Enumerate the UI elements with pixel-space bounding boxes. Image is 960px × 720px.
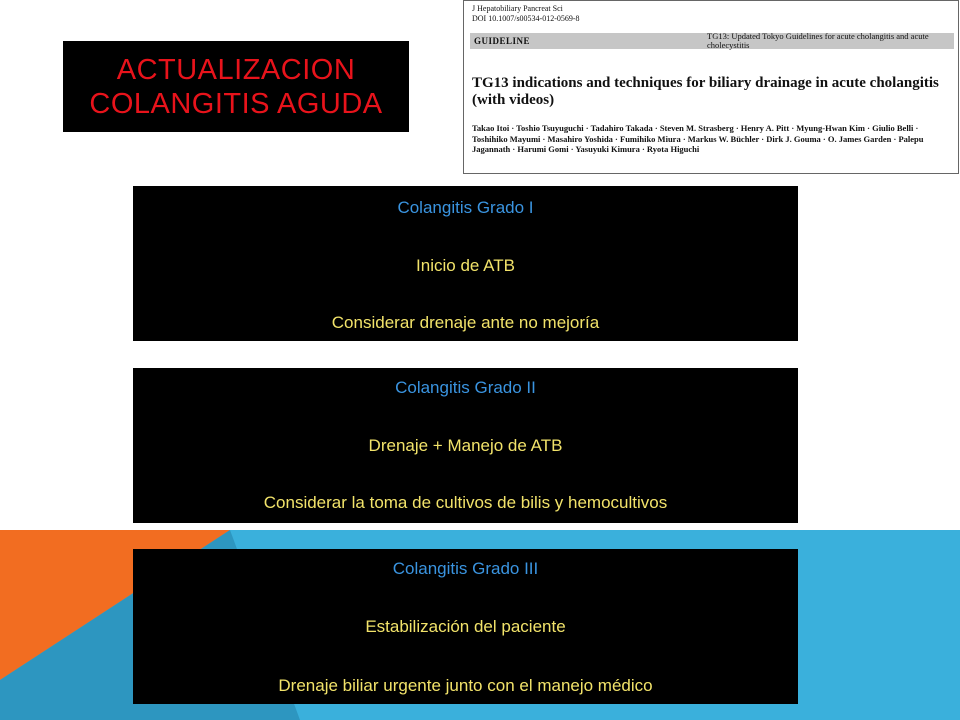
title-line-2: COLANGITIS AGUDA	[89, 87, 383, 120]
slide-title	[63, 41, 409, 132]
journal-name: J Hepatobiliary Pancreat Sci	[472, 4, 563, 13]
paper-header-image	[463, 0, 959, 174]
grade-line-1: Inicio de ATB	[416, 256, 515, 275]
grade-heading: Colangitis Grado I	[397, 198, 534, 217]
paper-authors: Takao Itoi · Toshio Tsuyuguchi · Tadahiro Takada · Steven M. Strasberg · Henry A. Pitt · Myung-Hwan Kim · Giulio Belli · Toshihiko Mayumi · Masahiro Yoshida · Fumihiko Miura · Markus W. Büchler · Dirk J. Gouma · O. James Garden · Palepu Jagannath · Harumi Gomi · Yasuyuki Kimura · Ryota Higuchi	[472, 123, 924, 154]
title-line-1: ACTUALIZACION	[116, 53, 356, 86]
grade-line-2: Considerar drenaje ante no mejoría	[331, 313, 600, 332]
grade-heading: Colangitis Grado III	[392, 559, 539, 578]
grade-line-2: Drenaje biliar urgente junto con el manejo médico	[278, 676, 653, 695]
grade-line-1: Drenaje + Manejo de ATB	[368, 436, 563, 455]
series-title: TG13: Updated Tokyo Guidelines for acute cholangitis and acute cholecystitis	[707, 31, 929, 50]
grade-card-3	[133, 549, 798, 704]
paper-title: TG13 indications and techniques for biliary drainage in acute cholangitis (with videos)	[472, 75, 939, 108]
grade-card-2	[133, 368, 798, 523]
grade-line-2: Considerar la toma de cultivos de bilis y hemocultivos	[263, 493, 668, 512]
section-tag: GUIDELINE	[474, 36, 531, 46]
paper-doi: DOI 10.1007/s00534-012-0569-8	[472, 14, 580, 23]
grade-heading: Colangitis Grado II	[395, 378, 536, 397]
grade-line-1: Estabilización del paciente	[365, 617, 566, 636]
grade-card-1	[133, 186, 798, 341]
